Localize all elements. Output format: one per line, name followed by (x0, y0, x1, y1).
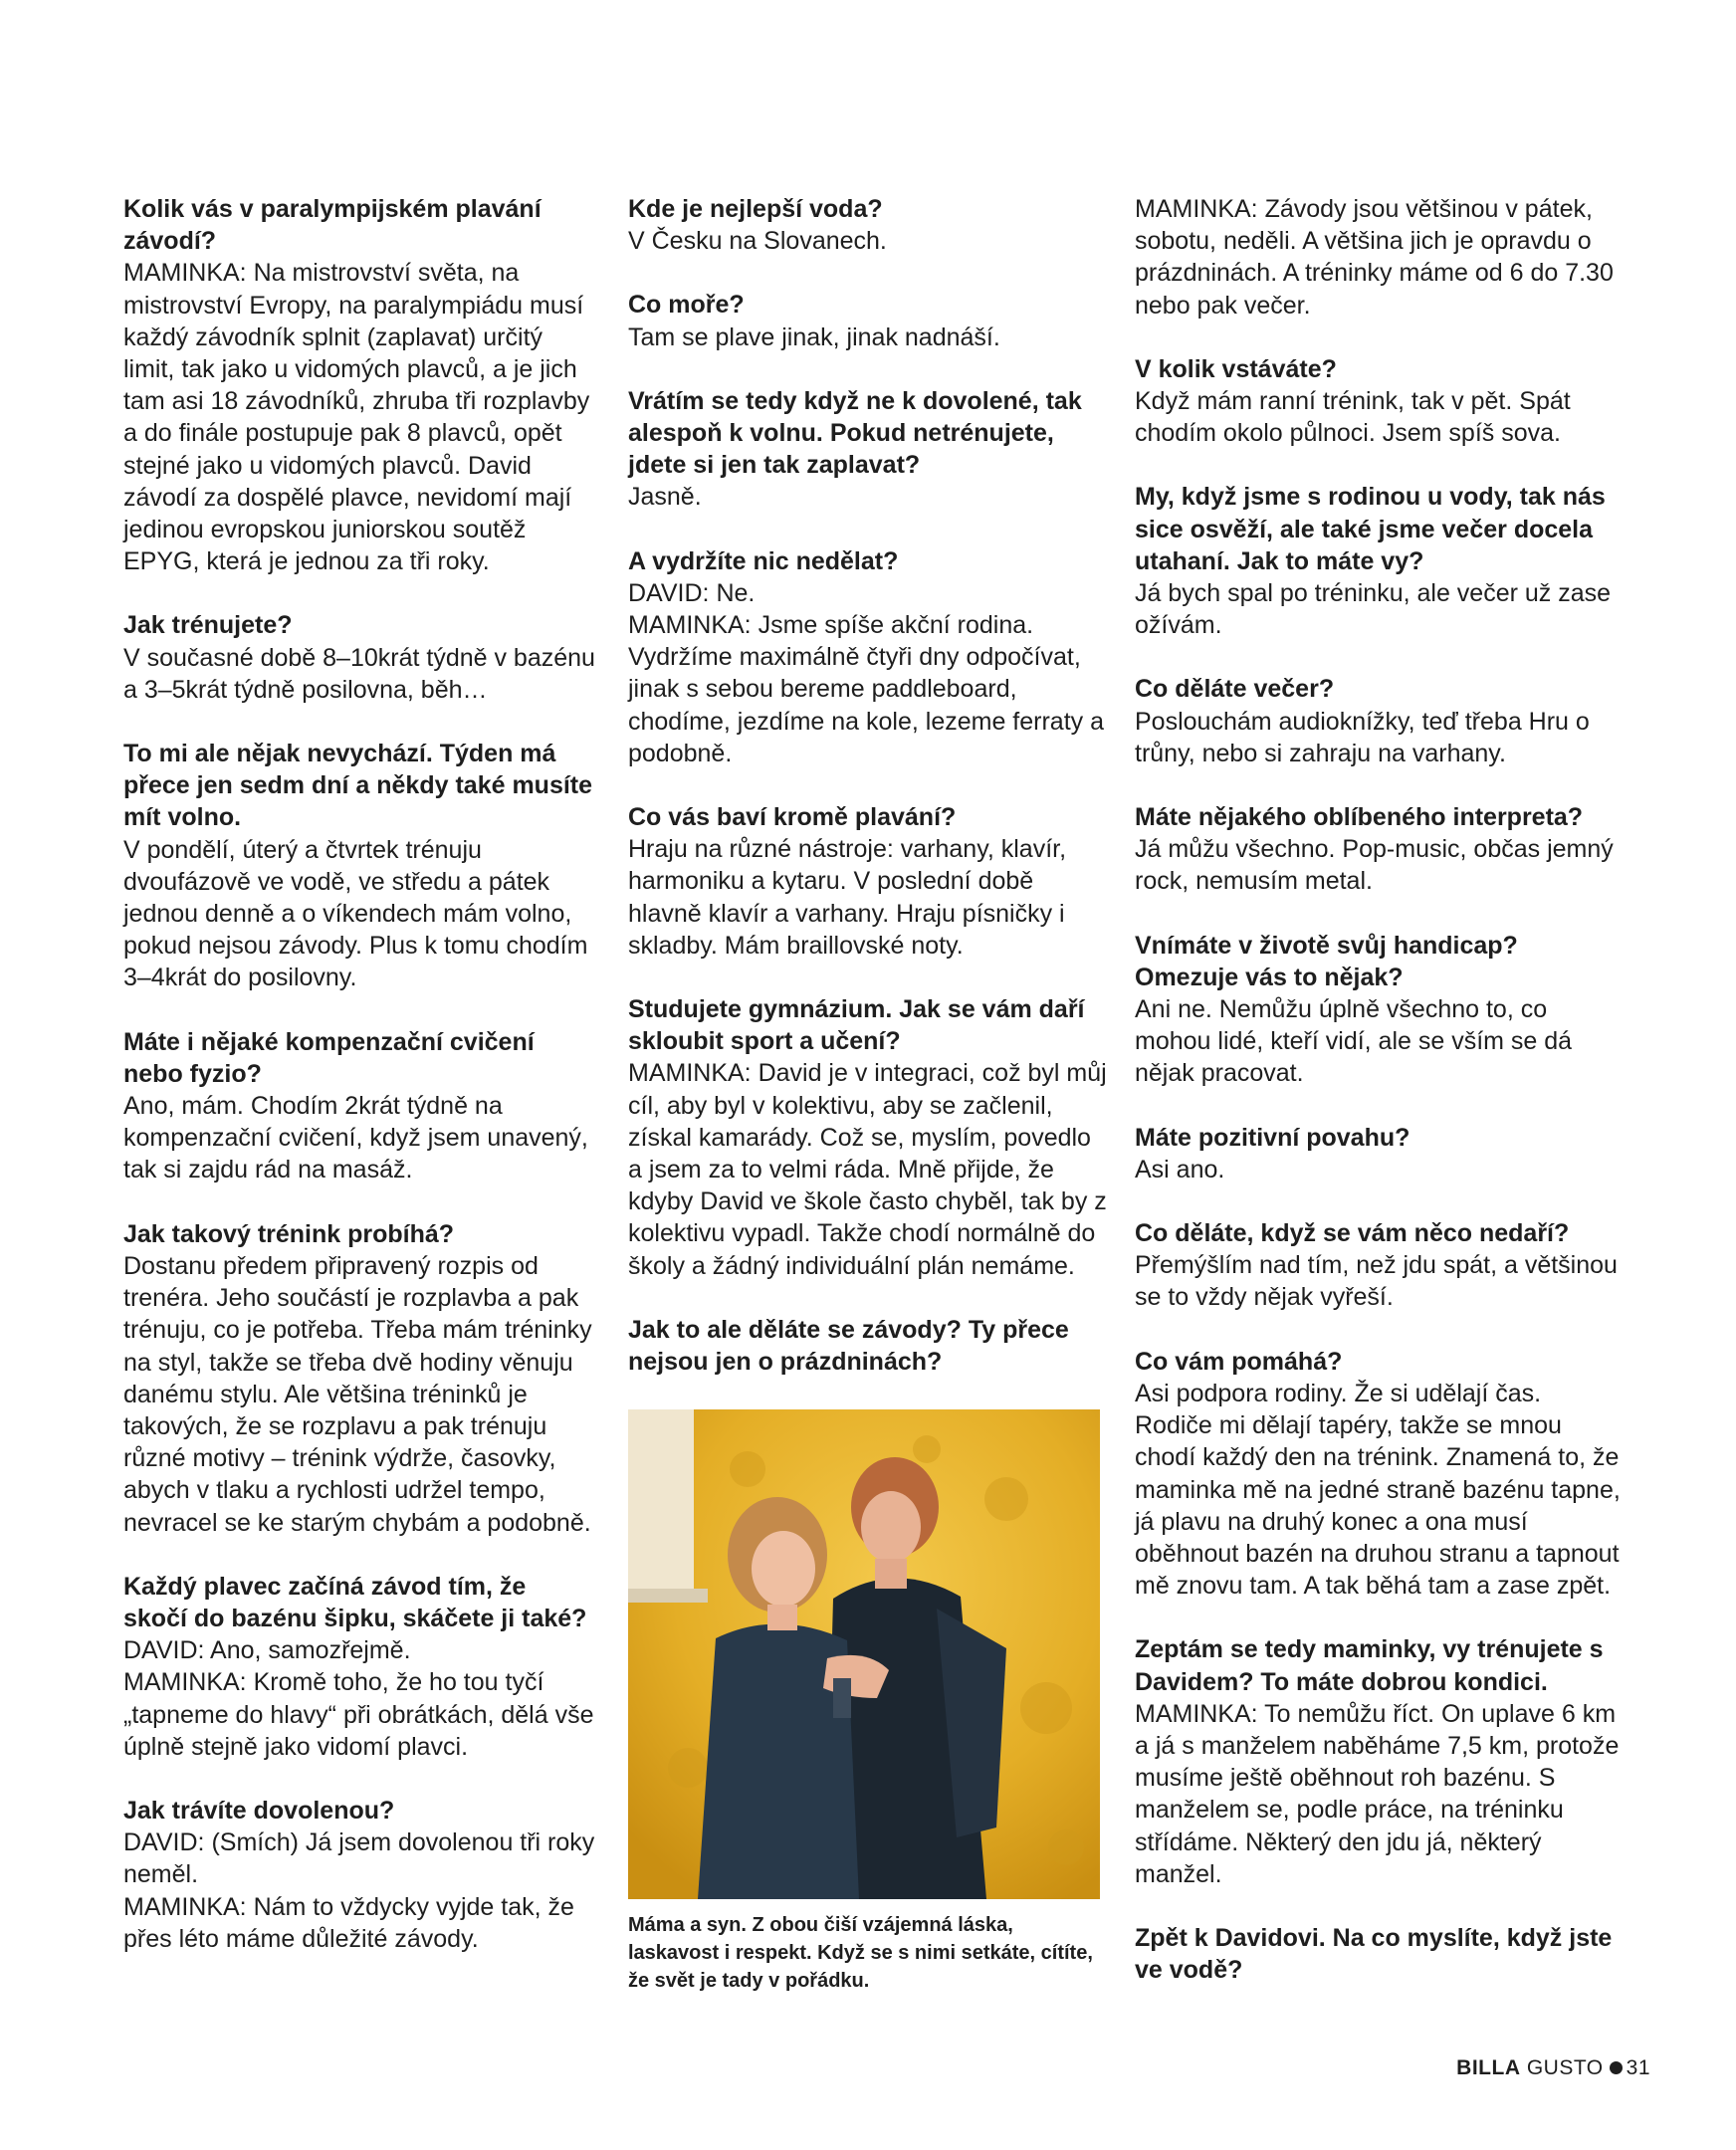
page-footer (1456, 2056, 1650, 2080)
answer-paragraph: MAMINKA: David je v integraci, což byl můj cíl, aby byl v kolektivu, aby se začlenil, získal kamarády. Což se, myslím, povedlo a jsem za to velmi ráda. Mně přijde, že kdyby David ve škole často chyběl, tak by z kolektivu vypadl. Takže chodí normálně do školy a žádný individuální plán nemáme. (628, 1059, 1107, 1280)
answer (1135, 1249, 1625, 1313)
answer (628, 225, 1107, 257)
question: Zpět k Davidovi. Na co myslíte, když jste ve vodě? (1135, 1923, 1613, 1985)
question: Kde je nejlepší voda? (628, 195, 883, 223)
qa-block (1135, 353, 1625, 450)
answer-paragraph: MAMINKA: Kromě toho, že ho tou tyčí „tapneme do hlavy“ při obrátkách, dělá vše úplně stejně jako vidomí plavci. (123, 1668, 594, 1761)
question: Jak to ale děláte se závody? Ty přece nejsou jen o prázdninách? (628, 1315, 1069, 1377)
answer-paragraph: Ani ne. Nemůžu úplně všechno to, co mohou lidé, kteří vidí, ale se vším se dá nějak pracovat. (1135, 995, 1573, 1088)
answer (1135, 993, 1625, 1090)
qa-block (628, 289, 1107, 352)
column-2 (628, 193, 1107, 1995)
qa-block (628, 801, 1107, 962)
answer-paragraph: Asi ano. (1135, 1155, 1225, 1183)
qa-block (123, 609, 596, 706)
answer (1135, 833, 1625, 897)
answer (123, 1634, 596, 1763)
question: Každý plavec začíná závod tím, že skočí do bazénu šipku, skáčete ji také? (123, 1572, 587, 1632)
question: To mi ale nějak nevychází. Týden má přece jen sedm dní a někdy také musíte mít volno. (123, 740, 593, 832)
qa-block (123, 1571, 596, 1763)
answer (123, 1250, 596, 1539)
question: Máte i nějaké kompenzační cvičení nebo fyzio? (123, 1027, 535, 1088)
column-1 (123, 193, 596, 1987)
question: Vnímáte v životě svůj handicap? Omezuje vás to nějak? (1135, 931, 1518, 991)
qa-block (1135, 801, 1625, 898)
question: Zeptám se tedy maminky, vy trénujete s Davidem? To máte dobrou kondici. (1135, 1635, 1604, 1696)
answer-paragraph: MAMINKA: To nemůžu říct. On uplave 6 km a já s manželem naběháme 7,5 km, protože musíme ještě oběhnout roh bazénu. S manželem se, podle práce, na tréninku střídáme. Některý den jdu já, některý manžel. (1135, 1699, 1620, 1888)
answer-paragraph: V současné době 8–10krát týdně v bazénu a 3–5krát týdně posilovna, běh… (123, 643, 595, 704)
question: Co moře? (628, 291, 745, 320)
question: V kolik vstáváte? (1135, 354, 1337, 383)
answer-paragraph: V pondělí, úterý a čtvrtek trénuju dvoufázově ve vodě, ve středu a pátek jednou denně a o víkendech mám volno, pokud nejsou závody. Plus k tomu chodím 3–4krát do posilovny. (123, 835, 588, 992)
question: Kolik vás v paralympijském plavání závodí? (123, 195, 542, 256)
question: Co děláte, když se vám něco nedaří? (1135, 1219, 1570, 1248)
qa-block (1135, 1633, 1625, 1890)
qa-block (123, 1218, 596, 1539)
qa-block (628, 385, 1107, 514)
answer-paragraph: MAMINKA: Jsme spíše akční rodina. Vydržíme maximálně čtyři dny odpočívat, jinak s sebou bereme paddleboard, chodíme, jezdíme na kole, lezeme ferraty a podobně. (628, 611, 1105, 767)
question: Jak trávíte dovolenou? (123, 1796, 395, 1825)
answer-paragraph: Ano, mám. Chodím 2krát týdně na kompenzační cvičení, když jsem unavený, tak si zajdu rád na masáž. (123, 1092, 588, 1184)
qa-block (1135, 1922, 1625, 1986)
answer (1135, 1154, 1625, 1185)
column-3 (1135, 193, 1625, 2018)
photo-caption: Máma a syn. Z obou čiší vzájemná láska, laskavost i respekt. Když se s nimi setkáte, cítíte, že svět je tady v pořádku. (628, 1914, 1093, 1993)
question: Co vás baví kromě plavání? (628, 803, 957, 832)
answer-paragraph: Hraju na různé nástroje: varhany, klavír, harmoniku a kytaru. V poslední době hlavně klavír a varhany. Hraju písničky i skladby. Mám braillovské noty. (628, 835, 1067, 960)
qa-block (1135, 1122, 1625, 1185)
qa-block (1135, 1346, 1625, 1603)
answer-paragraph: Jasně. (628, 483, 702, 512)
question: Máte pozitivní povahu? (1135, 1123, 1410, 1152)
question: Máte nějakého oblíbeného interpreta? (1135, 803, 1584, 832)
answer (1135, 706, 1625, 769)
answer-paragraph: DAVID: Ano, samozřejmě. (123, 1636, 411, 1665)
answer-paragraph: V Česku na Slovanech. (628, 227, 887, 256)
answer-paragraph: Poslouchám audioknížky, teď třeba Hru o trůny, nebo si zahraju na varhany. (1135, 707, 1590, 767)
answer (123, 642, 596, 706)
answer (123, 257, 596, 577)
qa-block (628, 993, 1107, 1282)
qa-block (628, 1314, 1107, 1378)
qa-block (123, 738, 596, 994)
question: Co vám pomáhá? (1135, 1347, 1343, 1376)
answer (123, 834, 596, 994)
question: Co děláte večer? (1135, 675, 1335, 704)
qa-block (628, 545, 1107, 769)
answer (1135, 1378, 1625, 1602)
answer (628, 833, 1107, 962)
answer-paragraph: DAVID: (Smích) Já jsem dovolenou tři roky neměl. (123, 1828, 595, 1889)
answer (1135, 1698, 1625, 1890)
answer (628, 577, 1107, 769)
answer-paragraph: Tam se plave jinak, jinak nadnáší. (628, 322, 1000, 351)
question: Jak takový trénink probíhá? (123, 1219, 455, 1248)
qa-block (1135, 481, 1625, 641)
qa-block (1135, 930, 1625, 1090)
question: My, když jsme s rodinou u vody, tak nás sice osvěží, ale také jsme večer docela utahaní. Jak to máte vy? (1135, 483, 1606, 575)
qa-block (1135, 193, 1625, 322)
answer-paragraph: MAMINKA: Na mistrovství světa, na mistrovství Evropy, na paralympiádu musí každý závodník splnit (zaplavat) určitý limit, tak jako u vidomých plavců, a je jich tam asi 18 závodníků, zhruba tři rozplavby a do finále postupuje pak 8 plavců, opět stejné jako u vidomých plavců. David závodí za dospělé plavce, nevidomí mají jedinou evropskou juniorskou soutěž EPYG, která je jednou za tři roky. (123, 259, 590, 576)
answer (1135, 385, 1625, 449)
answer (1135, 193, 1625, 322)
brand-name: BILLA (1456, 2056, 1521, 2079)
qa-block (1135, 673, 1625, 769)
answer-paragraph: Já bych spal po tréninku, ale večer už zase ožívám. (1135, 579, 1612, 640)
answer (628, 1057, 1107, 1281)
photo-mother-and-son (628, 1409, 1100, 1899)
answer-paragraph: MAMINKA: Závody jsou většinou v pátek, sobotu, neděli. A většina jich je opravdu o prázdninách. A tréninky máme od 6 do 7.30 nebo pak večer. (1135, 195, 1614, 320)
answer-paragraph: Já můžu všechno. Pop-music, občas jemný rock, nemusím metal. (1135, 835, 1614, 896)
qa-block (1135, 1217, 1625, 1314)
qa-block (123, 193, 596, 577)
question: A vydržíte nic nedělat? (628, 546, 899, 575)
answer (628, 481, 1107, 513)
answer-paragraph: MAMINKA: Nám to vždycky vyjde tak, že přes léto máme důležité závody. (123, 1892, 574, 1953)
answer (628, 322, 1107, 353)
question: Vrátím se tedy když ne k dovolené, tak alespoň k volnu. Pokud netrénujete, jdete si jen tak zaplavat? (628, 386, 1082, 480)
qa-block (123, 1795, 596, 1955)
answer (123, 1090, 596, 1186)
question: Studujete gymnázium. Jak se vám daří skloubit sport a učení? (628, 995, 1085, 1056)
answer (1135, 577, 1625, 641)
magazine-name: GUSTO (1526, 2056, 1604, 2079)
page-number: 31 (1626, 2056, 1650, 2079)
answer-paragraph: Když mám ranní trénink, tak v pět. Spát chodím okolo půlnoci. Jsem spíš sova. (1135, 387, 1571, 448)
answer-paragraph: Přemýšlím nad tím, než jdu spát, a většinou se to vždy nějak vyřeší. (1135, 1251, 1618, 1312)
bullet-icon (1610, 2061, 1623, 2074)
answer-paragraph: DAVID: Ne. (628, 578, 756, 607)
question: Jak trénujete? (123, 611, 293, 640)
answer (123, 1827, 596, 1955)
answer-paragraph: Dostanu předem připravený rozpis od trenéra. Jeho součástí je rozplavba a pak trénuju, co je potřeba. Třeba mám tréninky na styl, takže se třeba dvě hodiny věnuju danému stylu. Ale většina tréninků je takových, že se rozplavu a pak trénuju různé motivy – trénink výdrže, časovky, abych v tlaku a rychlosti udržel tempo, nevracel se ke starým chybám a podobně. (123, 1251, 592, 1537)
qa-block (628, 193, 1107, 257)
answer-paragraph: Asi podpora rodiny. Že si udělají čas. Rodiče mi dělají tapéry, takže se mnou chodí každý den na trénink. Znamená to, že maminka mě na jedné straně bazénu tapne, já plavu na druhý konec a ona musí oběhnout bazén na druhou stranu a tapnout mě znovu tam. A tak běhá tam a zase zpět. (1135, 1379, 1621, 1601)
qa-block (123, 1026, 596, 1186)
